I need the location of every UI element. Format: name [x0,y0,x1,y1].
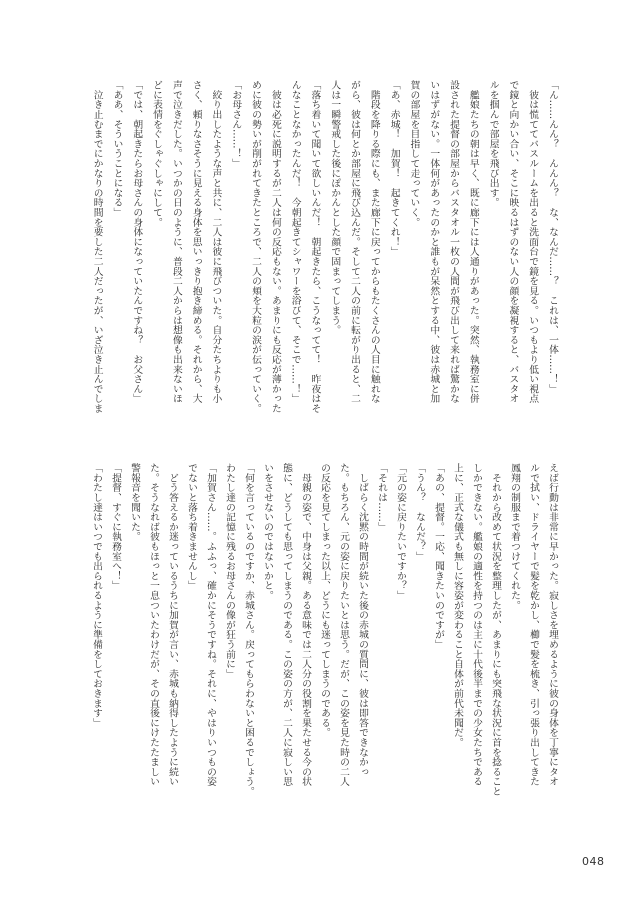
text-column: わたし達の記憶に残るお母さんの像が狂う前に」 [224,463,235,679]
text-column: 彼は慌ててバスルームを出ると洗面台で鏡を見る。いつもより低い視点 [527,80,539,404]
text-column: 「それは……」 [376,463,387,532]
text-column: 「ああ、そういうことになる」 [111,80,123,218]
text-column: 上に、正式な儀式も無しに容姿が変わること自体が前代未聞だ。 [452,463,463,748]
text-column: それから改めて状況を整理したが、あまりにも突飛な状況に首を捻ること [490,463,501,797]
text-column: どに表情をぐしゃぐしゃにして。 [151,80,163,227]
text-column: 「何を言っているのですか、赤城さん。戻ってもらわないと困るでしょう。 [243,463,254,797]
text-column: 「元の姿に戻りたいですか？」 [395,463,406,601]
text-column: 「提督、すぐに執務室へ！」 [110,463,121,591]
text-block-bottom [86,463,562,808]
text-column: 賀の部屋を目指して走っていく。 [408,80,420,227]
text-column: 彼は必死に説明するが二人は何の反応もない。あまりにも反応が薄かった [269,80,281,414]
text-column: 「うん？ なんだ？」 [414,463,425,561]
text-block-top [86,80,562,418]
text-column: いをさせないのではないかと。 [262,463,273,601]
text-column: 「お母さん……！」 [230,80,242,169]
text-column: 「わたし達はいつでも出られるように準備をしておきます」 [91,463,102,728]
text-column: 絞り出したような声と共に、二人は彼に飛びついた。自分たちよりも小 [210,80,222,404]
text-column: 「加賀さん……。ふふっ、確かにそうですね。それに、やはりいつもの姿 [205,463,216,787]
text-column: めに彼の勢いが削がれてきたところで、二人の頬を大粒の涙が伝っていく。 [250,80,262,414]
text-column: 母親の姿で、中身は父親。ある意味では二人分の役割を果たせる今の状 [300,463,311,787]
text-column: 人は一瞬警戒した後にぽかんとした顔で固まってしまう。 [329,80,341,335]
text-column: 泣き止むまでにかなりの時間を要した二人だったが、いざ泣き止んでしま [91,80,103,414]
text-column: しかできない。艦娘の適性を持つのは主に十代後半までの少女たちである [471,463,482,787]
page-number: 048 [582,855,605,868]
text-column: 鳳翔の制服まで着つけてくれた。 [509,463,520,610]
text-column: 声で泣きだした。いつかの日のように、普段二人からは想像も出来ないほ [170,80,182,404]
text-column: 設された提督の部屋からバスタオル一枚の人間が飛び出して来れば驚かな [448,80,460,404]
text-column: いはずがない。一体何があったのかと誰もが呆然とする中、彼は赤城と加 [428,80,440,404]
text-column: さく、頼りなさそうに見える身体を思いっきり抱き締める。それから、大 [190,80,202,404]
text-column: 「では、朝起きたらお母さんの身体になっていたんですね？ お父さん」 [131,80,143,404]
text-column: どう答えるか迷っているうちに加賀が言い、赤城も納得したように続い [167,463,178,787]
text-column: ルを掴んで部屋を飛び出す。 [487,80,499,208]
text-column: がら、彼は何とか部屋に飛び込んだ。そして二人の前に転がり出ると、二 [349,80,361,404]
text-column: んなことなかったんだ！ 今朝起きてシャワーを浴びて、そこで……！」 [289,80,301,404]
text-column: た。もちろん、元の姿に戻りたいとは思う。だが、この姿を見た時の二人 [338,463,349,787]
text-column: ルで拭い、ドライヤーで髪を乾かし、櫛で髪を梳き、引っ張り出してきた [528,463,539,787]
text-column: 警報音を聞いた。 [129,463,140,542]
text-column: しばらく沈黙の時間が続いた後の赤城の質問に、彼は即答できなかっ [357,463,368,777]
text-column: 艦娘たちの朝は早く、既に廊下には人通りがあった。突然、執務室に併 [467,80,479,404]
text-column: でないと落ち着きませんし」 [186,463,197,591]
text-column: で鏡と向かい合い、そこに映るはずのない人の顔を凝視すると、バスタオ [507,80,519,404]
text-column: た。そうなれば彼もほっと一息ついたわけだが、その直後にけたたましい [148,463,159,787]
text-column: 態に、どうしても思ってしまうのである。この姿の方が、二人に寂しい思 [281,463,292,787]
text-column: の反応を見てしまった以上、どうにも迷ってしまうのである。 [319,463,330,738]
text-column: 「あの、提督。一応、聞きたいのですが」 [433,463,444,650]
text-column: 階段を降りる際にも、また廊下に戻ってからもたくさんの人目に触れな [368,80,380,404]
text-column: 「落ち着いて聞いて欲しいんだ！ 朝起きたら、こうなってて！ 昨夜はそ [309,80,321,414]
text-column: 「あ、赤城！ 加賀！ 起きてくれ！」 [388,80,400,257]
text-column: 「ん……んん？ んんん？ な、なんだ……？ これは、一体……！」 [547,80,558,394]
text-column: えば行動は非常に早かった。寂しさを埋めるように彼の身体を丁寧にタオ [547,463,558,787]
